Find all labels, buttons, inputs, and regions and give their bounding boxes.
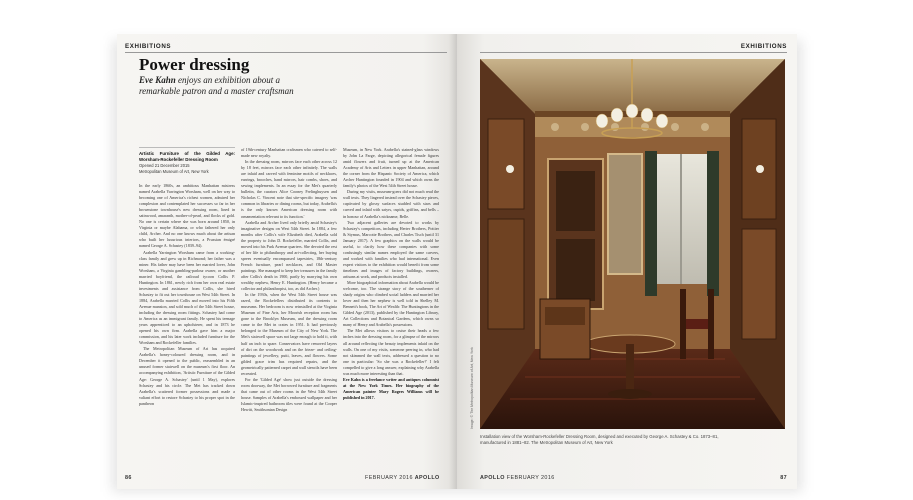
standfirst-text: enjoys an exhibition about a remarkable patron and a master craftsman [139, 75, 294, 96]
header-rule [125, 52, 447, 53]
article-headline: Power dressing [139, 55, 250, 74]
photo-credit: Image: © The Metropolitan Museum of Art, New York [470, 347, 474, 429]
article-standfirst [139, 75, 319, 96]
header-rule [480, 52, 787, 53]
body-paragraph: During my visits, museum-goers did not much read the wall texts. They lingered instead over the Schastey pieces, captivated by glossy surfaces studded with stars and carved and inlaid with satyrs, cupids, griffins, and bells – in honour of Arabella's nickname, Belle. [343, 189, 439, 219]
text-column-1 [139, 147, 235, 467]
right-issue [480, 475, 555, 481]
body-paragraph: The Met allows visitors to cruise their heads a few inches into the dressing room, for a glimpse of the mirrors all around reflecting the beauty implements inlaid on the walls. On one of my visits, someone peering in, who had not skimmed the wall texts, addressed a question to no one in particular: 'So she was a Rockefeller?' I felt compelled to give a long answer, explaining why Arabella was much more interesting than that. [343, 328, 439, 376]
factbox-venue: Metropolitan Museum of Art, New York [139, 169, 209, 174]
issue-date: FEBRUARY 2016 [365, 475, 413, 481]
dressing-room-illustration [480, 59, 785, 429]
body-paragraph: In the early 1860s, an ambitious Manhattan mistress named Arabella Yarrington Worsham, well on her way to becoming one of America's richest women, admired her complexion and contemplated her successes so far in her brownstone townhouse's new dressing room, lined in satinwood, amaranth, mother-of-pearl, and flocks of gold. No one is certain where she was born around 1850, in Virginia or maybe Alabama, or who fathered her only child, Archer. And no one knows much about the artisan who built her luxurious interiors, a Prussian émigré named George A. Schastey (1839–94). [139, 183, 235, 249]
text-column-3 [343, 147, 439, 467]
section-label: EXHIBITIONS [125, 43, 172, 50]
body-paragraph: More biographical information about Arabella would be welcome, too. The strange story of the southerner of shady origins who climbed social ladders and married her lover and then her nephew is well told in Shelley M. Bennett's book, The Art of Wealth: The Huntingtons in the Gilded Age (2013), published by the Huntington Library, Art Collections and Botanical Gardens, which owns so many of Henry and Arabella's possessions. [343, 280, 439, 328]
factbox-dates: Opened 21 December 2015 [139, 163, 190, 168]
photo-caption: Installation view of the Worsham-Rockefeller Dressing Room, designed and executed by George A. Schastey & Co. 1873–81, manufactured in 1881–82. The Metropolitan Museum of Art, New York [480, 434, 719, 445]
page-number: 87 [780, 475, 787, 481]
body-paragraph: of 19th-century Manhattan craftsmen who catered to self-made new royalty. [241, 147, 337, 159]
right-page [457, 34, 797, 489]
body-paragraph: For the 'Gilded Age' show just outside the dressing room doorway, the Met borrowed furniture and fragments that came out of other rooms in the West 54th Street house. Samples of Arabella's embossed wallpaper and her Islamic-inspired bathroom tiles were found at the Cooper Hewitt, Smithsonian Design [241, 376, 337, 413]
body-paragraph: Arabella Yarrington Worsham came from a working-class family and grew up in Richmond; her father was a miner. His father may have been her married lover, John Worsham, a Virginia gambling-parlour owner, or another married boyfriend, the railroad tycoon Collis P. Huntington. In 1861, newly rich from her own real estate investments and assistance from Collis, she hired Schastey to fit out her townhouse on West 54th Street. In 1884, Arabella married Collis and moved into his Fifth Avenue mansion, and sold much of the 54th Street house, including the dressing room fittings. Schastey had come to America as an immigrant family. He spent his teenage years apprenticed to an upholsterer, and in 1873 he opened his own firm. Arabella gave him a major commission, and his later work included furniture for the Worsham and Rockefeller families. [139, 249, 235, 346]
author-name: Eve Kahn [139, 75, 176, 85]
magazine-name: APOLLO [480, 475, 505, 481]
body-paragraph: Two adjacent galleries are devoted to works by Schastey's competitors, including Herter Brothers, Pottier & Stymus, Marcotte Brothers, and Charles Tisch (until 31 January 2017). A few graphics on the walls would be useful, to clarify how these companies with some confusingly similar names employed the same carvers, and worked with families who had international. Even expert visitors to the exhibition would benefit from some timelines and images of factory buildings, owners, artisans at work, and products installed. [343, 219, 439, 279]
exhibition-factbox [139, 147, 235, 175]
left-page [117, 34, 457, 489]
issue-date: FEBRUARY 2016 [506, 475, 555, 481]
dressing-room-photo [480, 59, 785, 429]
factbox-title: Artistic Furniture of the Gilded Age: Worsham-Rockefeller Dressing Room [139, 151, 235, 162]
author-bio: Eve Kahn is a freelance writer and antiques columnist at the New York Times. Her biography of the American painter Mary Rogers Williams will be published in 2017. [343, 376, 439, 400]
body-paragraph: The Metropolitan Museum of Art has acquired Arabella's honey-coloured dressing room, and in December it opened to the public, reassembled in an unused former stairwell on the museum's first floor. An accompanying exhibition, 'Artistic Furniture of the Gilded Age: George A. Schastey' (until 1 May), explores Schastey and his circle. The Met has tracked down Arabella's scattered former possessions and made a valiant effort to restore Schastey to his proper spot in the pantheon [139, 346, 235, 406]
section-label: EXHIBITIONS [740, 43, 787, 50]
body-paragraph: Arabella and Archer lived only briefly amid Schastey's imaginative designs on West 54th Street. In 1884, a few months after Collis's wife Elizabeth died, Arabella sold the property to John D. Rockefeller, married Collis, and moved into his Park Avenue quarters. She devoted the rest of her life to philanthropy and art-collecting, her buying sprees eventually encompassed tapestries, 18th-century French furniture, pearl necklaces, and Old Master paintings. She managed to keep her treasures in the family after Collis's death in 1900, partly by marrying his own wealthy nephew, Henry E. Huntington. (Henry became a collector and philanthropist, too, as did Archer.) [241, 219, 337, 292]
right-folio [780, 475, 787, 481]
body-paragraph: In the 1930s, when the West 54th Street house was razed, the Rockefellers distributed its contents to museums. Her bedroom is now reinstalled at the Virginia Museum of Fine Arts, her Moorish reception room has gone to the Brooklyn Museum, and the dressing room came to the Met in crates in 1951. It had previously belonged to the Museum of the City of New York. The Met's stairwell space was not large enough to hold it, with half an inch to spare. Conservators have removed layers of dirt on the woodwork and on the frieze- and ceiling-paintings of jewellery, putti, leaves, and flowers. Some gilded grace trim has required repairs, and the geometrically patterned carpet and wall stencils have been recreated. [241, 292, 337, 376]
left-folio [125, 475, 132, 481]
body-paragraph: In the dressing room, mirrors face each other across 12 by 18 feet, mirrors face each other infinitely. The walls are inlaid and carved with feminine motifs of necklaces, earrings, brooches, hand mirrors, hair combs, shoes, and sewing implements. In an essay for the Met's quarterly bulletin, the curators Alice Cooney Frelinghuysen and Nicholas C. Vincent note that site-specific imagery 'was common in libraries or dining rooms, but today, Arabella's is the only known American dressing room with ornamentation relevant to its function.' [241, 159, 337, 219]
text-column-2 [241, 147, 337, 467]
page-number: 86 [125, 475, 132, 481]
left-issue [365, 475, 440, 481]
magazine-name: APOLLO [414, 475, 440, 481]
body-paragraph: Museum, in New York. Arabella's stained-glass windows by John La Farge, depicting allegorical female figures amid flowers and fruit, turned up at the American Academy of Arts and Letters in upper Manhattan, around the corner from the Hispanic Society of America, which Archer Huntington founded in 1904 and which owns the family's photos of the West 54th Street house. [343, 147, 439, 189]
